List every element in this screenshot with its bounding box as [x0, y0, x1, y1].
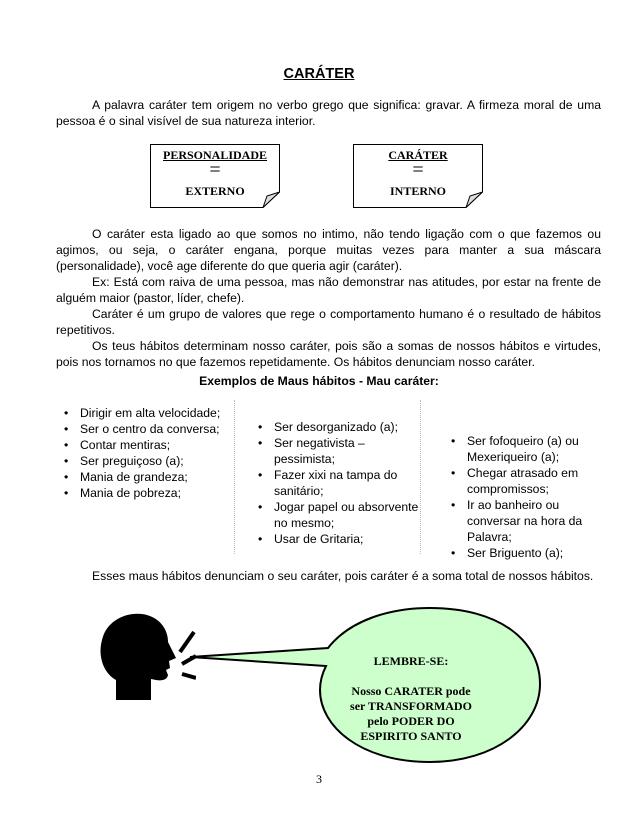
bubble-heading: LEMBRE-SE:: [373, 654, 449, 668]
personalidade-box: [150, 144, 280, 208]
page-title: CARÁTER: [283, 66, 355, 82]
personalidade-label: PERSONALIDADE: [162, 148, 267, 162]
list-item: • Mania de grandeza;: [56, 469, 226, 485]
intro-text: A palavra caráter tem origem no verbo grego que significa: gravar. A firmeza moral de uma pessoa é o sinal visível de sua natureza interior.: [56, 98, 601, 128]
list-item: • Contar mentiras;: [56, 437, 226, 453]
body-paragraphs: [56, 226, 601, 370]
equals-sign: =: [209, 159, 221, 181]
list-item: • Jogar papel ou absorvente no mesmo;: [250, 499, 420, 531]
bubble-line: ESPIRITO SANTO: [360, 729, 462, 743]
list-item: • Ser desorganizado (a);: [250, 419, 420, 435]
bubble-line: pelo PODER DO: [367, 714, 455, 728]
paragraph-1-text: O caráter esta ligado ao que somos no intimo, não tendo ligação com o que fazemos ou agimos, ou seja, o caráter engana, porque muitas vezes para manter a sua máscara (personalidade), você age diferente do que queria agir (caráter).: [56, 227, 601, 273]
paragraph-3-text: Caráter é um grupo de valores que rege o comportamento humano é o resultado de hábitos repetitivos.: [56, 307, 601, 337]
paragraph-4: [56, 338, 601, 370]
list-item: • Ser Briguento (a);: [443, 545, 603, 561]
bubble-line: ser TRANSFORMADO: [350, 699, 472, 713]
bubble-line: Nosso CARATER pode: [351, 684, 471, 698]
interno-label: INTERNO: [389, 184, 446, 198]
list-item: • Ser negativista – pessimista;: [250, 435, 420, 467]
bad-habits-column-3: [443, 433, 603, 561]
paragraph-2: [56, 274, 601, 306]
paragraph-4-text: Os teus hábitos determinam nosso caráter, pois são a somas de nossos hábitos e virtudes, pois nos tornamos no que fazemos repetidamente. Os hábitos denunciam nosso caráter.: [56, 339, 601, 369]
list-item: • Ser fofoqueiro (a) ou Mexeriqueiro (a);: [443, 433, 603, 465]
intro-paragraph: [56, 97, 601, 129]
closing-paragraph: [56, 568, 601, 584]
paragraph-3: [56, 306, 601, 338]
list-item: • Fazer xixi na tampa do sanitário;: [250, 467, 420, 499]
list-item: • Dirigir em alta velocidade;: [56, 405, 226, 421]
paragraph-2-text: Ex: Está com raiva de uma pessoa, mas não demonstrar nas atitudes, por estar na frente de alguém maior (pastor, líder, chefe).: [56, 275, 601, 305]
equals-sign: =: [412, 159, 424, 181]
list-item: • Ser o centro da conversa;: [56, 421, 226, 437]
page-number: 3: [316, 772, 322, 786]
examples-title: Exemplos de Maus hábitos - Mau caráter:: [199, 374, 439, 388]
bad-habits-column-2: [250, 419, 420, 547]
list-item: • Ser preguiçoso (a);: [56, 453, 226, 469]
carater-label: CARÁTER: [388, 148, 448, 162]
bad-habits-column-1: [56, 405, 226, 501]
list-item: • Chegar atrasado em compromissos;: [443, 465, 603, 497]
list-item: • Ir ao banheiro ou conversar na hora da Palavra;: [443, 497, 603, 545]
column-divider: [234, 400, 235, 554]
externo-label: EXTERNO: [185, 184, 245, 198]
closing-text: Esses maus hábitos denunciam o seu caráter, pois caráter é a soma total de nossos hábitos.: [92, 569, 594, 583]
carater-box: [353, 144, 483, 208]
list-item: • Mania de pobreza;: [56, 485, 226, 501]
paragraph-1: [56, 226, 601, 274]
column-divider: [420, 400, 421, 554]
list-item: • Usar de Gritaria;: [250, 531, 420, 547]
